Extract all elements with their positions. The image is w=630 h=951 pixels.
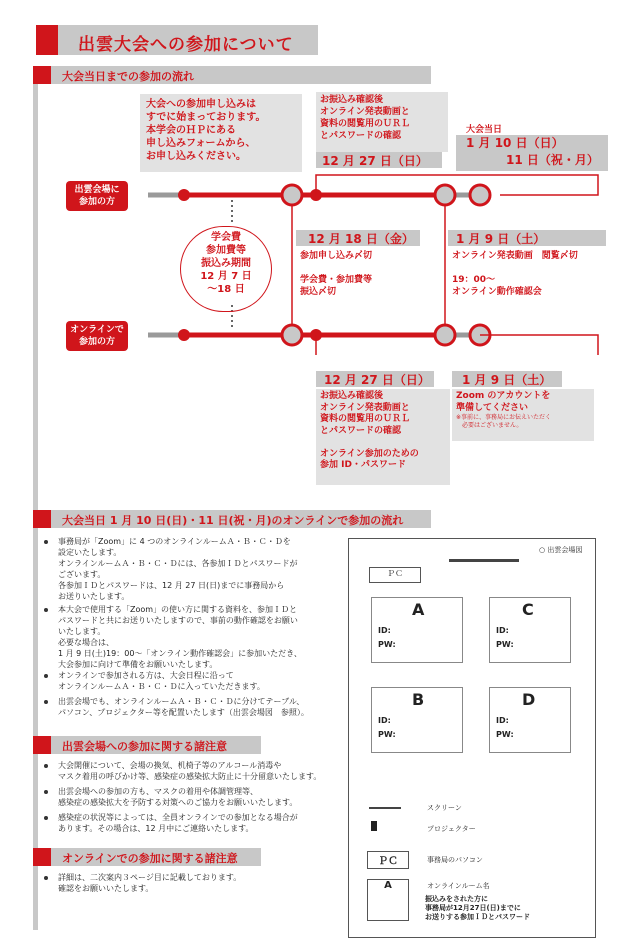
legend-room-letter: A xyxy=(384,880,392,891)
legend-projector-mark xyxy=(371,821,377,831)
online-bullet-1: 事務局が「Zoom」に 4 つのオンラインルームＡ・Ｂ・Ｃ・Ｄを 設定いたします。 オンラインルームＡ・Ｂ・Ｃ・Ｄには、各参加ＩＤとパスワードが ございます。 各参加ＩＤとパスワードは、12 月 27 日(日)までに事務局から お送りいたします。 xyxy=(58,537,298,601)
jan9-date: 1 月 9 日（土） xyxy=(448,230,606,246)
room-a-pw: PW: xyxy=(378,640,396,649)
venue-participants-label: 出雲会場に 参加の方 xyxy=(66,181,128,211)
dec18-date: 12 月 18 日（金） xyxy=(296,230,420,246)
section-accent xyxy=(33,510,51,528)
venue-bullet-1: 大会開催について、会場の換気、机椅子等のアルコール消毒や マスク着用の呼びかけ等、感染症の感染拡大防止に十分留意いたします。 xyxy=(58,761,322,781)
bottom-jan9-date: 1 月 9 日（土） xyxy=(452,371,562,387)
intro-note: 大会への参加申し込みは すでに始まっております。 本学会のＨＰにある 申し込みフォームから、 お申し込みください。 xyxy=(140,94,302,172)
room-a-label: A xyxy=(412,600,425,619)
room-c xyxy=(489,597,571,663)
online-bullet-3: オンラインで参加される方は、大会日程に沿って オンラインルームＡ・Ｂ・Ｃ・Ｄに入っていただきます。 xyxy=(58,671,265,691)
legend-pc: 事務局のパソコン xyxy=(427,856,483,864)
legend-screen: スクリーン xyxy=(427,804,462,812)
room-c-label: C xyxy=(522,600,534,619)
section-title-online-day: 大会当日 1 月 10 日(日)・11 日(祝・月)のオンラインで参加の流れ xyxy=(62,514,404,527)
online-participants-label: オンラインで 参加の方 xyxy=(66,321,128,351)
page-title: 出雲大会への参加について xyxy=(78,35,294,55)
venue-bullet-3: 感染症の状況等によっては、全員オンラインでの参加となる場合が あります。その場合は、12 月中にご連絡いたします。 xyxy=(58,813,298,833)
bullet-dot xyxy=(44,764,48,768)
room-a-id: ID: xyxy=(378,626,391,635)
online-note-1: 詳細は、二次案内３ページ目に記載しております。 確認をお願いいたします。 xyxy=(58,873,242,893)
legend-room-box xyxy=(367,879,409,921)
confirm-note-top: お振込み確認後 オンライン発表動画と 資料の閲覧用のＵＲＬ とパスワードの確認 xyxy=(316,92,448,152)
legend-projector: プロジェクター xyxy=(427,825,476,833)
room-b-pw: PW: xyxy=(378,730,396,739)
bottom-jan9-text: Zoom のアカウントを 準備してください xyxy=(456,391,551,413)
venue-bullet-2: 出雲会場への参加の方も、マスクの着用や体調管理等、 感染症の感染拡大を予防する対策へのご協力をお願いいたします。 xyxy=(58,787,298,807)
online-bullet-2: 本大会で使用する「Zoom」の使い方に関する資料を、参加ＩＤと パスワードと共にお送りいたしますので、事前の動作確認をお願い いたします。 必要な場合は、 1 月 9 日(土)19：00〜「オンライン動作確認会」に参加いただき、 大会参加に向けて準備をお願いいたします。 xyxy=(58,605,302,669)
fee-period-bubble: 学会費 参加費等 振込み期間 12 月 7 日 〜18 日 xyxy=(180,226,272,312)
jan9-text: オンライン発表動画 閲覧〆切 19：00〜 オンライン動作確認会 xyxy=(452,251,578,297)
bottom-jan9-box xyxy=(452,389,594,441)
section-accent xyxy=(33,736,51,754)
bottom-dec27-text: お振込み確認後 オンライン発表動画と 資料の閲覧用のＵＲＬ とパスワードの確認 オンライン参加のための 参加 ID・パスワード xyxy=(316,389,450,485)
section-title-venue: 出雲会場への参加に関する諸注意 xyxy=(62,740,227,753)
confirm-date-top: 12 月 27 日（日） xyxy=(316,152,442,168)
bullet-dot xyxy=(44,700,48,704)
section-title-flow: 大会当日までの参加の流れ xyxy=(62,70,194,83)
bullet-dot xyxy=(44,876,48,880)
section-accent xyxy=(33,848,51,866)
event-label: 大会当日 xyxy=(466,125,503,135)
legend-room: オンラインルーム名 xyxy=(427,882,490,890)
legend-screen-mark xyxy=(369,807,401,809)
map-title: ○ 出雲会場図 xyxy=(539,546,583,554)
bullet-dot xyxy=(44,540,48,544)
bullet-dot xyxy=(44,790,48,794)
venue-map xyxy=(348,538,596,938)
timeline-node xyxy=(178,189,190,201)
legend-room-note: 振込みをされた方に 事務局が12月27日(日)までに お送りする参加ＩＤとパスワード xyxy=(425,895,530,921)
bullet-dot xyxy=(44,816,48,820)
room-b-label: B xyxy=(412,690,425,709)
room-d-id: ID: xyxy=(496,716,509,725)
event-date-1: 1 月 10 日（日） xyxy=(466,136,564,150)
bullet-dot xyxy=(44,674,48,678)
online-bullet-4: 出雲会場でも、オンラインルームＡ・Ｂ・Ｃ・Ｄに分けてテーブル、 パソコン、プロジェクター等を配置いたします（出雲会場図 参照）。 xyxy=(58,697,309,717)
room-d-pw: PW: xyxy=(496,730,514,739)
room-a xyxy=(371,597,463,663)
event-date-2: 11 日（祝・月） xyxy=(506,153,599,167)
room-c-id: ID: xyxy=(496,626,509,635)
bullet-dot xyxy=(44,608,48,612)
room-d-label: D xyxy=(522,690,536,709)
section-accent xyxy=(33,66,51,84)
map-pc-box: ＰＣ xyxy=(369,567,421,583)
title-accent xyxy=(36,25,58,55)
map-screen xyxy=(449,559,519,562)
bottom-dec27-date: 12 月 27 日（日） xyxy=(316,371,434,387)
room-c-pw: PW: xyxy=(496,640,514,649)
legend-pc-box: ＰＣ xyxy=(367,851,409,869)
bottom-jan9-note: ※事前に、事務局にお伝えいただく 必要はございません。 xyxy=(456,414,552,429)
room-d xyxy=(489,687,571,753)
section-title-online: オンラインでの参加に関する諸注意 xyxy=(62,852,238,865)
room-b-id: ID: xyxy=(378,716,391,725)
left-rule xyxy=(33,75,38,930)
dec18-text: 参加申し込み〆切 学会費・参加費等 振込〆切 xyxy=(300,251,373,297)
room-b xyxy=(371,687,463,753)
